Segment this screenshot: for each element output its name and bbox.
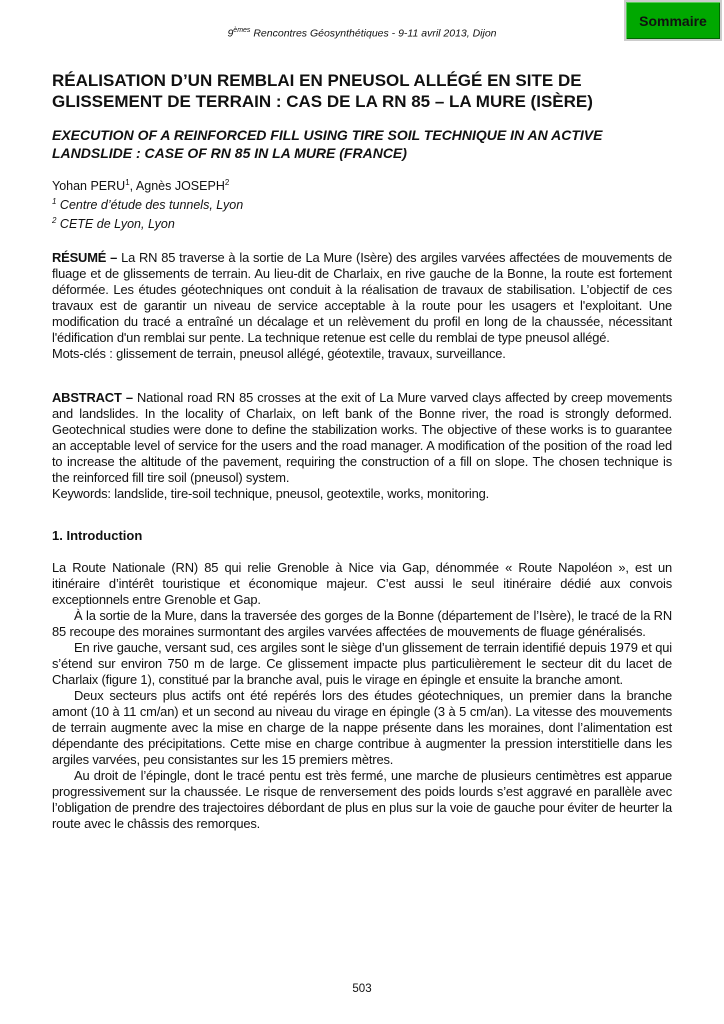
author-1-sup: 1 xyxy=(125,178,130,187)
edition-sup: èmes xyxy=(233,27,251,34)
author-1: Yohan PERU xyxy=(52,179,126,194)
abstract-keywords: Keywords: landslide, tire-soil technique, pneusol, geotextile, works, monitoring. xyxy=(52,486,490,501)
aff-1-sup: 1 xyxy=(52,197,57,207)
title-english: EXECUTION OF A REINFORCED FILL USING TIRE SOIL TECHNIQUE IN AN ACTIVE LANDSLIDE : CASE OF RN 85 IN LA MURE (FRANCE) xyxy=(52,127,603,161)
conference-name: Rencontres Géosynthétiques - 9-11 avril 2013, Dijon xyxy=(250,27,497,40)
title-french: RÉALISATION D’UN REMBLAI EN PNEUSOL ALLÉGÉ EN SITE DE GLISSEMENT DE TERRAIN : CAS DE LA RN 85 – LA MURE (ISÈRE) xyxy=(52,71,593,111)
authors xyxy=(52,175,672,232)
affiliation-2: CETE de Lyon, Lyon xyxy=(56,217,175,232)
abstract-text: National road RN 85 crosses at the exit of La Mure varved clays affected by creep movements and landslides. In the locality of Charlaix, on left bank of the Bonne river, the road is strongly deformed. Geotechnical studies were done to define the stabilization works. The objective of these works is to guarantee an acceptable level of service for the users and the road manager. A modification of the position of the road led to increase the altitude of the pavement, requiring the construction of a fill on slope. The chosen technique is the reinforced fill tire soil (pneusol) system. xyxy=(52,390,672,485)
paragraph: Au droit de l’épingle, dont le tracé pentu est très fermé, une marche de plusieurs centimètres est apparue progressivement sur la chaussée. Le risque de renversement des poids lourds s’est aggravé en parallèle avec l’obligation de prendre des trajectoires débordant de plus en plus sur la voie de gauche pour éviter de heurter la route avec le châssis des remorques. xyxy=(52,768,672,831)
resume-text: La RN 85 traverse à la sortie de La Mure (Isère) des argiles varvées affectées de mouvements de fluage et de glissements de terrain. Au lieu-dit de Charlaix, en rive gauche de la Bonne, la route est fortement déformée. Les études géotechniques ont conduit à la réalisation de travaux de stabilisation. L’objectif de ces travaux est de garantir un niveau de service acceptable à la route pour les usagers et l'exploitant. Une modification du tracé a entraîné un décalage et un relèvement du profil en long de la chaussée, nécessitant l'édification d'un remblai sur pente. La technique retenue est celle du remblai de type pneusol allégé. xyxy=(52,250,672,345)
paragraph: En rive gauche, versant sud, ces argiles sont le siège d’un glissement de terrain identifié depuis 1979 et qui s’étend sur environ 750 m de large. Ce glissement impacte plus particulièrement le secteur dit du lacet de Charlaix (figure 1), constitué par la branche aval, puis le virage en épingle et ensuite la branche amont. xyxy=(52,640,672,687)
affiliation-1: Centre d’étude des tunnels, Lyon xyxy=(56,198,244,213)
edition: 9 xyxy=(227,27,234,40)
paragraph: À la sortie de la Mure, dans la traversée des gorges de la Bonne (département de l’Isère), le tracé de la RN 85 recoupe des moraines surmontant des argiles varvées affectées de mouvements de fluage généralisés. xyxy=(52,608,672,639)
abstract-label: ABSTRACT – xyxy=(52,390,133,405)
resume-label: RÉSUMÉ – xyxy=(52,250,118,265)
abstract-section xyxy=(52,390,672,502)
resume-keywords: Mots-clés : glissement de terrain, pneusol allégé, géotextile, travaux, surveillance. xyxy=(52,346,506,361)
introduction-body xyxy=(52,560,672,832)
aff-2-sup: 2 xyxy=(52,216,57,226)
paragraph: La Route Nationale (RN) 85 qui relie Grenoble à Nice via Gap, dénommée « Route Napoléon », est un itinéraire d’intérêt touristique et économique majeur. C’est aussi le seul itinéraire dédié aux convois exceptionnels entre Grenoble et Gap. xyxy=(52,560,672,607)
sommaire-button[interactable]: Sommaire xyxy=(624,0,722,41)
running-header xyxy=(0,27,724,40)
author-2: , Agnès JOSEPH xyxy=(129,179,225,194)
paragraph: Deux secteurs plus actifs ont été repérés lors des études géotechniques, un premier dans la branche amont (10 à 11 cm/an) et un second au niveau du virage en épingle (3 à 5 cm/an). La vitesse des mouvements de terrain augmente avec la mise en charge de la nappe présente dans les moraines, dont l’alimentation est dépendante des précipitations. Cette mise en charge contribue à augmenter la pression interstitielle dans les argiles varvées, peu consistantes sur les 15 premiers mètres. xyxy=(52,688,672,767)
page-number: 503 xyxy=(352,983,372,995)
author-2-sup: 2 xyxy=(224,178,230,187)
section-heading: 1. Introduction xyxy=(52,528,143,543)
resume-section xyxy=(52,250,672,362)
